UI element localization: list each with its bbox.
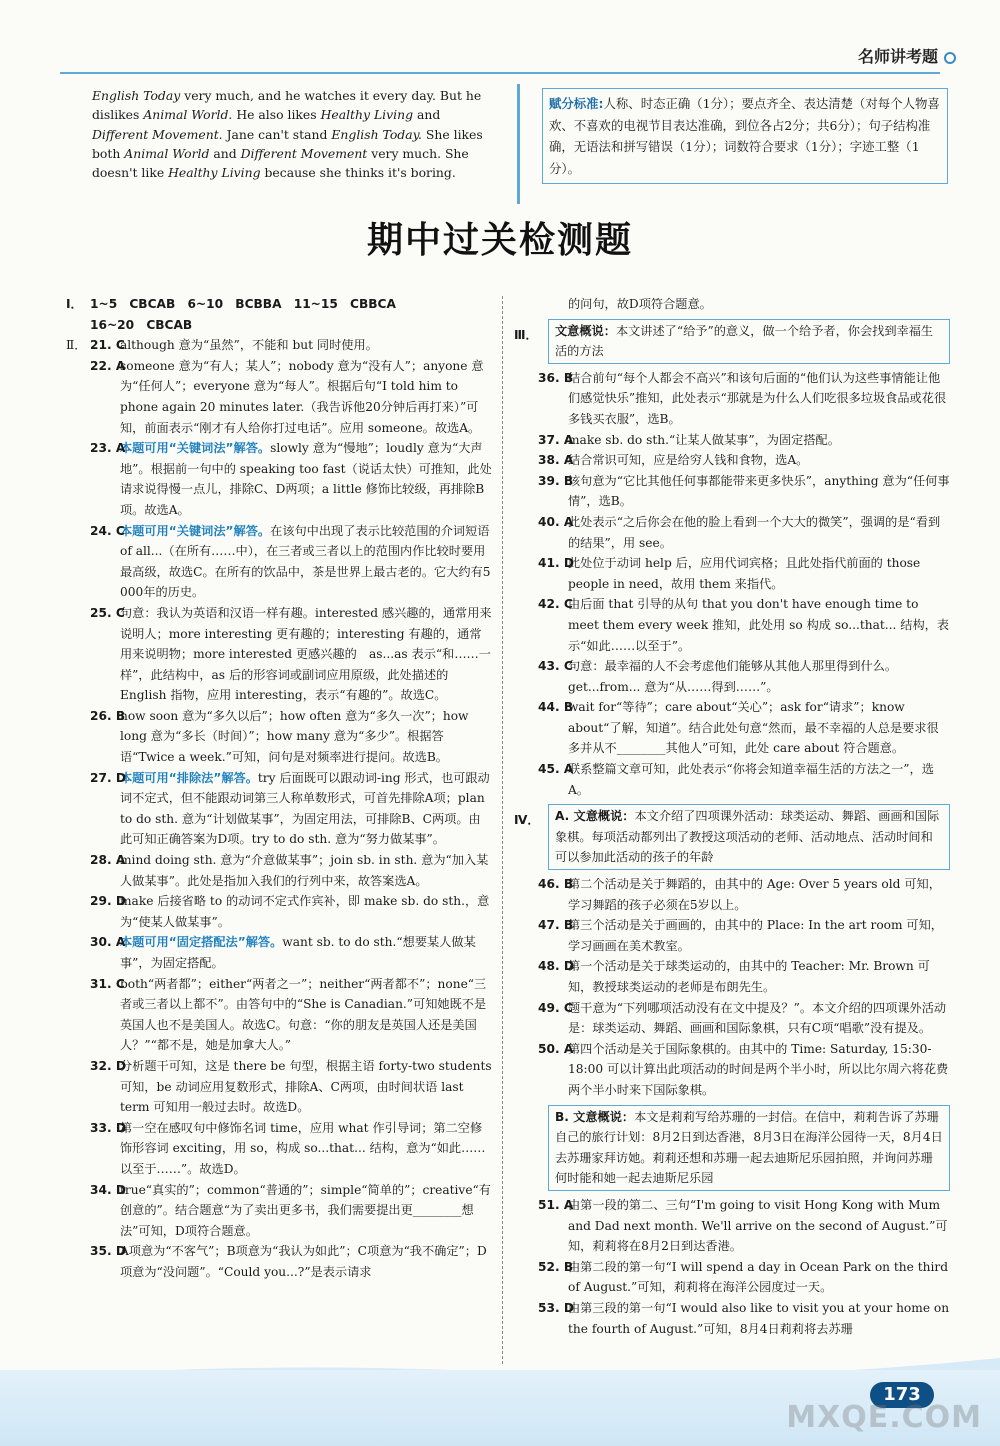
item-explanation: how soon 意为“多久以后”；how often 意为“多久一次”；how long 意为“多长（时间）”；how many 意为“多少”。根据答语“Twice a week.”可知，问句是对频率进行提问。故选B。 <box>120 708 469 765</box>
item-explanation: 由第三段的第一句“I would also like to visit you at your home on the fourth of August.”可知，8月4日莉莉将去苏珊 <box>568 1300 950 1336</box>
item-number: 50. A <box>538 1041 574 1056</box>
answer-item <box>514 512 950 553</box>
item-number: 44. B <box>538 700 574 715</box>
header-dot-icon <box>944 52 956 64</box>
text-run: Jane can't stand <box>222 126 332 142</box>
section-3 <box>514 319 950 364</box>
answer-item <box>514 450 950 471</box>
scoring-label: 赋分标准: <box>549 96 604 111</box>
item-explanation: someone 意为“有人；某人”；nobody 意为“没有人”；anyone 意为“任何人”；everyone 意为“每人”。根据后句“I told him to phone again 20 minutes later.（我告诉他20分钟后再打来）”可知，前面表示“刚才有人给你打过电话”。应用 someone。故选A。 <box>120 358 484 435</box>
section-label: Ⅰ． <box>66 297 83 311</box>
text-run: very much. She doesn't like <box>92 145 469 181</box>
item-explanation: 第三个活动是关于画画的，由其中的 Place: In the art room 可知，学习画画在美术教室。 <box>568 918 943 953</box>
item-explanation: 联系整篇文章可知，此处表示“你将会知道幸福生活的方法之一”，选A。 <box>568 762 934 797</box>
item-explanation: 由后面 that 引导的从句 that you don't have enough time to meet them every week 推知，此处用 so 构成 so...that... 结构，表示“如此……以至于”。 <box>568 597 950 653</box>
text-run: Healthy Living <box>320 107 414 123</box>
item-number: 52. B <box>538 1259 574 1274</box>
item-number: 42. C <box>538 597 573 612</box>
method-hint: 本题可用“固定搭配法”解答。 <box>120 935 283 950</box>
item-explanation: make sb. do sth.“让某人做某事”，为固定搭配。 <box>568 432 840 447</box>
item-number: 45. A <box>538 762 574 777</box>
text-run: Healthy Living <box>168 165 261 181</box>
answer-item <box>66 850 492 891</box>
summary-text: 本文介绍了四项课外活动：球类运动、舞蹈、画画和国际象棋。每项活动都列出了教授这项活动的老师、活动地点、活动时间和可以参加此活动的孩子的年龄 <box>555 809 940 865</box>
item-number: 43. C <box>538 659 573 674</box>
item-explanation: true“真实的”；common“普通的”；simple“简单的”；creative“有创意的”。结合题意“为了卖出更多书，我们需要提出更________想法”可知，D项符合题意。 <box>120 1182 491 1238</box>
item-explanation: want sb. to do sth.“想要某人做某事”，为固定搭配。 <box>120 935 476 970</box>
continuation-text: 的问句，故D项符合题意。 <box>568 297 712 311</box>
divider-bar <box>517 84 520 204</box>
answer-item <box>514 956 950 997</box>
summary-box <box>548 319 950 364</box>
item-explanation: slowly 意为“慢地”；loudly 意为“大声地”。根据前一句中的 speaking too fast（说话太快）可推知，此处请求说得慢一点儿，排除C、D两项；a little 修饰比较级，再排除B项。故选A。 <box>120 441 492 517</box>
item-explanation: 题干意为“下列哪项活动没有在文中提及？”。本文介绍的四项课外活动是：球类运动、舞蹈、画画和国际象棋，只有C项“唱歌”没有提及。 <box>568 1000 947 1036</box>
answer-item <box>514 1039 950 1101</box>
item-number: 38. A <box>538 453 574 468</box>
section-4b-items <box>514 1195 950 1339</box>
summary-text: 本文是莉莉写给苏珊的一封信。在信中，莉莉告诉了苏珊自己的旅行计划：8月2日到达香港，8月3日在海洋公园待一天，8月4日去苏珊家拜访她。莉莉还想和苏珊一起去迪斯尼乐园拍照，并询问苏珊何时能和她一起去迪斯尼乐园 <box>555 1109 943 1186</box>
item-explanation: wait for“等待”；care about“关心”；ask for“请求”；know about“了解，知道”。结合此处句意“然而，最不幸福的人总是要求很多并从不________其他人”可知，此处 care about 符合题意。 <box>568 700 939 756</box>
summary-label: 文意概说： <box>555 323 616 338</box>
item-number: 31. C <box>90 976 125 991</box>
answer-item <box>514 594 950 656</box>
summary-text: 本文讲述了“给予”的意义，做一个给予者，你会找到幸福生活的方法 <box>555 323 934 359</box>
answer-item <box>66 1118 492 1180</box>
item-explanation: 由第一段的第二、三句“I'm going to visit Hong Kong with Mum and Dad next month. We'll arrive on the second of August.”可知，莉莉将在8月2日到达香港。 <box>568 1197 948 1254</box>
text-run: Animal World <box>124 145 210 161</box>
page-title: 期中过关检测题 <box>366 220 633 261</box>
item-number: 41. D <box>538 556 574 571</box>
item-explanation: 此处表示“之后你会在他的脸上看到一个大大的微笑”，强调的是“看到的结果”，用 see。 <box>568 514 941 550</box>
item-explanation: 由第二段的第一句“I will spend a day in Ocean Park on the third of August.”可知，莉莉将在海洋公园度过一天。 <box>568 1259 948 1295</box>
column-divider <box>502 296 503 1364</box>
text-run: English Today <box>92 88 181 103</box>
item-number: 25. C <box>90 605 125 620</box>
page-number-badge: 173 <box>870 1382 934 1408</box>
answer-item <box>66 438 492 520</box>
answer-item <box>66 974 492 1056</box>
answer-item <box>66 1180 492 1242</box>
watermark: MXQE.COM <box>786 1400 982 1435</box>
item-explanation: mind doing sth. 意为“介意做某事”；join sb. in sth. 意为“加入某人做某事”。此处是指加入我们的行列中来，故答案选A。 <box>120 853 489 888</box>
item-explanation: make 后接省略 to 的动词不定式作宾补，即 make sb. do sth.，意为“使某人做某事”。 <box>120 894 490 929</box>
item-number: 34. D <box>90 1182 126 1197</box>
text-run: and <box>209 145 241 161</box>
answer-item <box>66 891 492 932</box>
item-number: 37. A <box>538 432 574 447</box>
item-number: 36. B <box>538 370 574 385</box>
item-explanation: 第一个活动是关于球类运动的，由其中的 Teacher: Mr. Brown 可知，教授球类运动的老师是布朗先生。 <box>568 959 930 994</box>
answer-item <box>66 356 492 438</box>
header-rule <box>60 72 940 74</box>
answer-item <box>66 932 492 973</box>
item-number: 32. D <box>90 1058 126 1073</box>
item-number: 47. B <box>538 918 574 933</box>
answer-item <box>514 697 950 759</box>
text-run: Animal World. <box>143 107 233 123</box>
method-hint: 本题可用“关键词法”解答。 <box>120 441 271 456</box>
answer-item <box>514 656 950 697</box>
item-number: 27. D <box>90 770 126 785</box>
section-label: Ⅳ． <box>514 813 540 828</box>
section-3-items <box>514 368 950 800</box>
item-explanation: A项意为“不客气”；B项意为“我认为如此”；C项意为“我不确定”；D项意为“没问题”。“Could you...?”是表示请求 <box>120 1244 487 1279</box>
scoring-text: 人称、时态正确（1分）；要点齐全、表达清楚（对每个人物喜欢、不喜欢的电视节目表达准确，到位各占2分；共6分）；句子结构准确，无语法和拼写错误（1分）；词数符合要求（1分）；字迹工整（1分）。 <box>549 96 940 176</box>
left-column <box>66 294 492 1283</box>
item-explanation: both“两者都”；either“两者之一”；neither“两者都不”；none“三者或三者以上都不”。由答句中的“She is Canadian.”可知她既不是英国人也不是美国人。故选C。句意：“你的朋友是英国人还是美国人？”“都不是，她是加拿大人。” <box>120 976 487 1053</box>
text-run: Different Movement <box>240 145 368 161</box>
top-left-passage <box>92 86 492 182</box>
answer-item <box>514 471 950 512</box>
item-number: 22. A <box>90 358 126 373</box>
method-hint: 本题可用“排除法”解答。 <box>120 770 258 785</box>
answer-key-line: 1~5 CBCAB 6~10 BCBBA 11~15 CBBCA <box>90 297 396 311</box>
item-number: 24. C <box>90 523 125 538</box>
text-run: very much, and he watches it every day. But he dislikes <box>92 88 482 123</box>
item-explanation: 该句意为“它比其他任何事都能带来更多快乐”，anything 意为“任何事情”，选B。 <box>568 473 950 509</box>
text-run: He also likes <box>232 107 321 123</box>
answer-item <box>66 521 492 603</box>
answer-item <box>66 335 492 356</box>
item-number: 35. D <box>90 1244 126 1259</box>
item-explanation: 第二个活动是关于舞蹈的，由其中的 Age: Over 5 years old 可知，学习舞蹈的孩子必须在5岁以上。 <box>568 877 941 912</box>
answer-item <box>514 998 950 1039</box>
answer-item <box>514 368 950 430</box>
summary-label: A. 文意概说： <box>555 809 635 824</box>
summary-box <box>548 1105 950 1191</box>
method-hint: 本题可用“关键词法”解答。 <box>120 523 271 538</box>
item-number: 39. B <box>538 473 574 488</box>
answer-item <box>514 759 950 800</box>
section-2-items <box>66 335 492 1282</box>
item-explanation: 结合常识可知，应是给穷人钱和食物，选A。 <box>568 453 809 468</box>
answer-item <box>66 603 492 706</box>
item-explanation: 句意：最幸福的人不会考虑他们能够从其他人那里得到什么。get...from... 意为“从……得到……”。 <box>568 659 898 694</box>
answer-item <box>66 1056 492 1118</box>
text-run: Different Movement. <box>92 126 223 142</box>
item-number: 49. C <box>538 1000 573 1015</box>
item-number: 53. D <box>538 1300 574 1315</box>
text-run: because she thinks it's boring. <box>260 165 456 181</box>
section-label: Ⅲ． <box>514 327 538 342</box>
answer-item <box>66 768 492 850</box>
summary-label: B. 文意概说： <box>555 1109 635 1124</box>
section-1 <box>66 294 492 335</box>
answer-item <box>66 1241 492 1282</box>
answer-key-line: 16~20 CBCAB <box>90 317 193 332</box>
answer-item <box>514 874 950 915</box>
section-label: Ⅱ． <box>66 338 87 353</box>
summary-box <box>548 804 950 870</box>
item-explanation: 此处位于动词 help 后，应用代词宾格；且此处指代前面的 those people in need，故用 them 来指代。 <box>568 556 921 591</box>
item-number: 40. A <box>538 514 574 529</box>
text-run: She likes both <box>92 126 483 161</box>
answer-item <box>514 1195 950 1257</box>
answer-item <box>514 553 950 594</box>
header-title: 名师讲考题 <box>857 47 938 66</box>
item-explanation: 第四个活动是关于国际象棋的。由其中的 Time: Saturday, 15:30-18:00 可以计算出此项活动的时间是两个半小时，所以比尔周六将花费两个半小时来下国际象棋。 <box>568 1041 949 1097</box>
item-number: 33. D <box>90 1120 126 1135</box>
item-number: 28. A <box>90 853 126 868</box>
item-explanation: 句意：我认为英语和汉语一样有趣。interested 感兴趣的，通常用来说明人；more interesting 更有趣的；interesting 有趣的，通常用来说明物；more interested 更感兴趣的 as...as 表示“和……一样”，此结构中，as 后的形容词或副词应用原级，此处描述的 English 指物，应用 interesting，表示“有趣的”。故选C。 <box>120 605 492 703</box>
item-explanation: 在该句中出现了表示比较范围的介词短语 of all...（在所有……中），在三者或三者以上的范围内作比较时要用最高级，故选C。在所有的饮品中，茶是世界上最古老的。它大约有5 000年的历史。 <box>120 523 491 600</box>
item-explanation: although 意为“虽然”，不能和 but 同时使用。 <box>120 338 378 353</box>
item-explanation: 第一空在感叹句中修饰名词 time，应用 what 作引导词；第二空修饰形容词 exciting，用 so，构成 so...that... 结构，意为“如此……以至于……”。故选D。 <box>120 1120 486 1176</box>
item-explanation: try 后面既可以跟动词-ing 形式，也可跟动词不定式，但不能跟动词第三人称单数形式，可首先排除A项；plan to do sth. 意为“计划做某事”，为固定用法，可排除B、C两项。由此可知正确答案为D项。try to do sth. 意为“努力做某事”。 <box>120 770 490 847</box>
item-explanation: 分析题干可知，这是 there be 句型，根据主语 forty-two students 可知，be 动词应用复数形式，排除A、C两项，由时间状语 last term 可知用一般过去时。故选D。 <box>120 1058 492 1115</box>
item-number: 30. A <box>90 935 126 950</box>
scoring-criteria-box <box>542 88 948 184</box>
section-4a-items <box>514 874 950 1101</box>
text-run: English Today. <box>331 126 422 142</box>
right-column <box>514 294 950 1339</box>
section-4 <box>514 804 950 870</box>
answer-item <box>514 1298 950 1339</box>
item-number: 21. C <box>90 338 125 353</box>
item-number: 48. D <box>538 959 574 974</box>
item-explanation: 结合前句“每个人都会不高兴”和该句后面的“他们认为这些事情能让他们感觉快乐”推知，此处表示“那就是为什么人们吃很多垃圾食品或花很多钱买衣服”，选B。 <box>568 370 947 426</box>
answer-item <box>514 430 950 451</box>
answer-item <box>514 915 950 956</box>
answer-item <box>66 706 492 768</box>
text-run: and <box>413 107 441 123</box>
item-number: 29. D <box>90 894 126 909</box>
item-number: 46. B <box>538 877 574 892</box>
item-number: 26. B <box>90 708 126 723</box>
item-number: 51. A <box>538 1197 574 1212</box>
answer-item <box>514 1257 950 1298</box>
item-number: 23. A <box>90 441 126 456</box>
